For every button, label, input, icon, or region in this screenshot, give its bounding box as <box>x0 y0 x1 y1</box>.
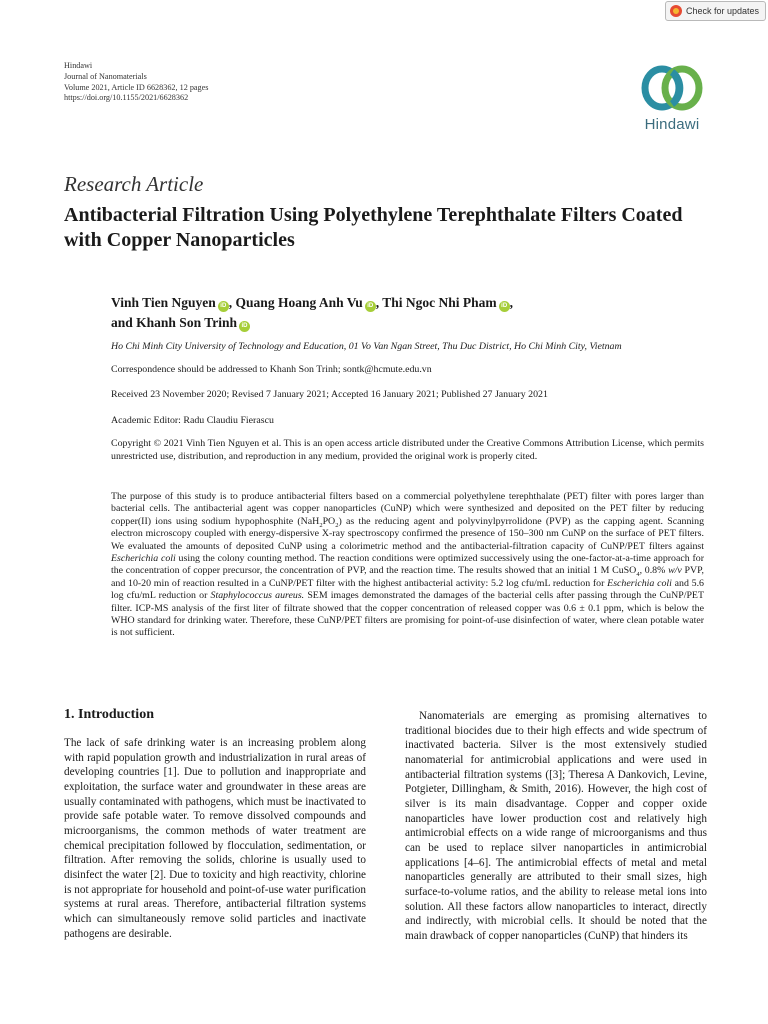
author-separator: , <box>375 295 383 310</box>
hindawi-logo <box>636 63 708 133</box>
check-updates-label: Check for updates <box>685 6 759 16</box>
article-type: Research Article <box>64 172 204 196</box>
affiliation: Ho Chi Minh City University of Technology and Education, 01 Vo Van Ngan Street, Thu Duc District, Ho Chi Minh City, Vietnam <box>111 341 622 352</box>
author-name[interactable]: Vinh Tien Nguyen <box>111 295 216 310</box>
abstract-text: PVP, and 10-20 min of reaction resulted in a CuNP/PET filter with the highest antibacterial activity: 5.2 log cfu/mL reduction for <box>111 565 704 589</box>
abstract-unit: w/v <box>668 565 682 577</box>
hindawi-logo-icon <box>636 63 708 113</box>
abstract-text: using the colony counting method. The reaction conditions were optimized successively using the one-factor-at-a-time approach for the concentration of copper precursor, the concentration of PVP, and the reaction time. The results showed that an initial 1 M CuSO <box>111 553 704 577</box>
hindawi-logo-text: Hindawi <box>644 116 700 133</box>
doi-link[interactable]: https://doi.org/10.1155/2021/6628362 <box>64 93 189 103</box>
abstract-subscript: 2 <box>319 521 323 529</box>
abstract-text: and 5.6 log cfu/mL reduction or <box>111 577 704 602</box>
author-and: and <box>111 315 137 330</box>
orcid-icon[interactable]: iD <box>365 301 376 312</box>
abstract-text: ) as the reducing agent and polyvinylpyrrolidone (PVP) as the capping agent. Scanning electron microscopy coupled with energy-dispersive X-ray spectroscopy confirmed the presence of 150–300 nm CuNP on the surface of PET filters. We evaluated the amounts of deposited CuNP using a colorimetric method and the antibacterial-filtration capacity of CuNP/PET filters against <box>111 515 705 552</box>
orcid-icon[interactable]: iD <box>239 321 250 332</box>
author-separator: , <box>509 295 514 310</box>
publication-dates: Received 23 November 2020; Revised 7 January 2021; Accepted 16 January 2021; Published 27 January 2021 <box>111 389 548 400</box>
abstract-text: PO <box>322 515 336 527</box>
author-name[interactable]: Quang Hoang Anh Vu <box>235 295 363 310</box>
abstract-species: Escherichia coli <box>111 553 176 565</box>
academic-editor: Academic Editor: Radu Claudiu Fierascu <box>111 415 274 426</box>
abstract-text: , 0.8% <box>639 565 669 577</box>
intro-paragraph: Nanomaterials are emerging as promising alternatives to traditional biocides due to their high effects and wide spectrum of inactivated bacteria. Silver is the most extensively studied nanomaterial for antimicrobial applications and were used in antibacterial filtration systems ([3]; Theresa A Dankovich, Levine, Potgieter, Dillingham, & Smith, 2016). However, the high cost of silver is its main disadvantage. Copper and copper oxide nanoparticles have lower production cost and relatively high antimicrobial effects on a wide range of microorganisms and thus can be used to replace silver nanoparticles in antimicrobial applications [4–6]. The antimicrobial effects of metal and metal nanoparticles generally are attributed to their small sizes, high surface-to-volume ratios, and the ability to release metal ions into solution. All these factors allow nanoparticles to interact, directly and indirectly, with microbial cells. It should be noted that the main drawback of copper nanoparticles (CuNP) that hinders its <box>405 710 707 942</box>
article-title: Antibacterial Filtration Using Polyethylene Terephthalate Filters Coated with Copper Nanoparticles <box>64 204 683 251</box>
abstract-species: Staphylococcus aureus. <box>210 590 305 602</box>
author-list <box>111 293 711 333</box>
abstract-subscript: 4 <box>636 571 640 579</box>
orcid-icon[interactable]: iD <box>499 301 510 312</box>
intro-left-column <box>64 706 366 941</box>
author-name[interactable]: Khanh Son Trinh <box>136 315 237 330</box>
journal-name: Journal of Nanomaterials <box>64 71 147 81</box>
copyright-notice: Copyright © 2021 Vinh Tien Nguyen et al. This is an open access article distributed under the Creative Commons Attribution License, which permits unrestricted use, distribution, and reproduction in any medium, provided the original work is properly cited. <box>111 438 704 462</box>
abstract <box>111 491 704 640</box>
abstract-species: Escherichia coli <box>607 577 672 589</box>
correspondence: Correspondence should be addressed to Khanh Son Trinh; sontk@hcmute.edu.vn <box>111 364 432 375</box>
author-separator: , <box>228 295 236 310</box>
intro-paragraph: The lack of safe drinking water is an increasing problem along with rapid population growth and industrialization in rural areas of developing countries [1]. Due to pollution and inappropriate and exploitation, the surface water and groundwater in these areas are usually contaminated with pathogens, which must be inactivated to provide safe potable water. To remove dissolved compounds and microorganisms, the common methods of water treatment are chemical precipitation followed by flocculation, sedimentation, or filtration. After removing the solids, chlorine is usually used to disinfect the water [2]. Due to toxicity and high reactivity, chlorine is not appropriate for household and point-of-use water purification systems at rural areas. Therefore, antibacterial filtration systems which can simultaneously remove solid particles and inactivate pathogens are desirable. <box>64 737 366 940</box>
abstract-text: SEM images demonstrated the damages of the bacterial cells after passing through the CuNP/PET filter. ICP-MS analysis of the first liter of filtrate showed that the copper concentration of released copper was 0.6 ± 0.1 ppm, which is below the WHO standard for drinking water. Therefore, these CuNP/PET filters are promising for point-of-use disinfection of water, where clean potable water is not sufficient. <box>111 590 704 639</box>
author-name[interactable]: Thi Ngoc Nhi Pham <box>382 295 497 310</box>
orcid-icon[interactable]: iD <box>218 301 229 312</box>
section-heading: 1. Introduction <box>64 707 154 722</box>
abstract-text: The purpose of this study is to produce antibacterial filters based on a commercial polyethylene terephthalate (PET) filter with pores larger than bacterial cells. The antibacterial agent was copper nanoparticles (CuNP) which were synthesized and deposited on the PET filter by reducing copper(II) ions using sodium hypophosphite (NaH <box>111 491 704 527</box>
journal-meta <box>64 61 208 104</box>
intro-right-column <box>405 709 707 944</box>
check-updates-icon <box>670 5 682 17</box>
publisher-name: Hindawi <box>64 61 93 70</box>
abstract-subscript: 2 <box>335 521 339 529</box>
journal-volume: Volume 2021, Article ID 6628362, 12 pages <box>64 82 209 92</box>
check-for-updates-button[interactable] <box>665 1 766 21</box>
